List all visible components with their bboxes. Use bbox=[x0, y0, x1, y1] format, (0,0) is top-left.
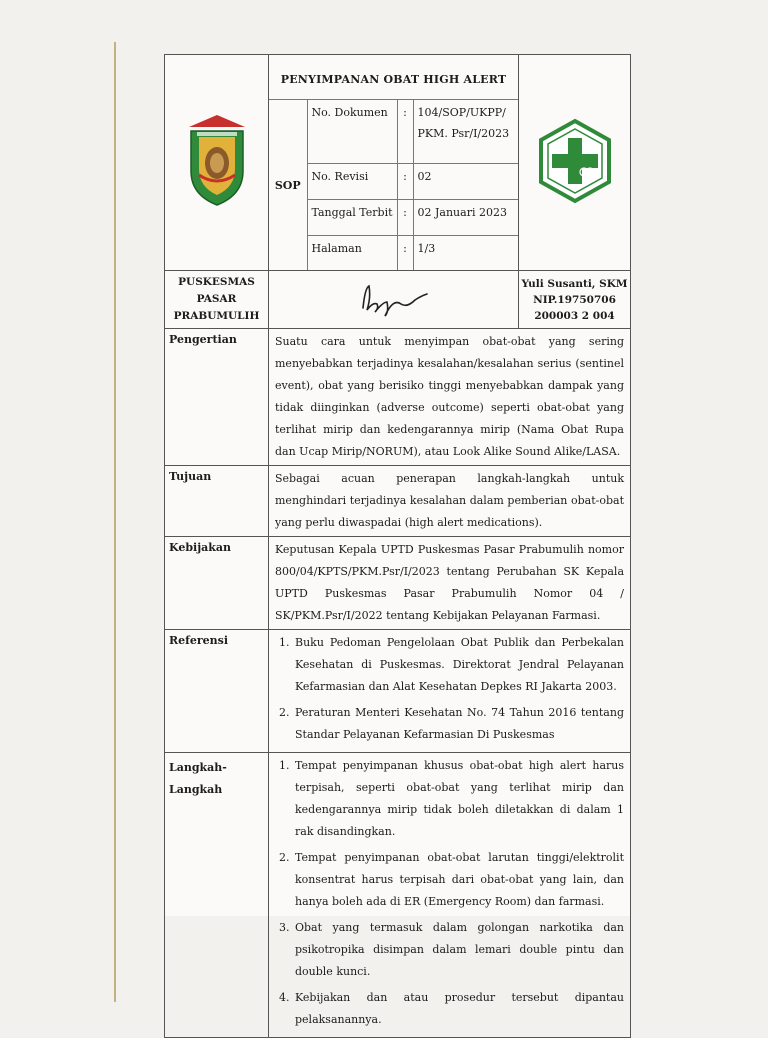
list-item: 1. Tempat penyimpanan khusus obat-obat high alert harus terpisah, seperti obat-obat yang terlihat mirip dan kedengarannya mirip tidak boleh diletakkan di dalam 1 rak disandingkan. bbox=[293, 755, 624, 843]
meta-sep: : bbox=[397, 164, 413, 200]
document-title: PENYIMPANAN OBAT HIGH ALERT bbox=[280, 73, 507, 86]
meta-sep: : bbox=[397, 199, 413, 235]
org-line-2: PASAR bbox=[196, 293, 237, 305]
meta-key-halaman: Halaman bbox=[307, 235, 397, 270]
section-text-pengertian: Suatu cara untuk menyimpan obat-obat yang sering menyebabkan terjadinya kesalahan/kesalahan serius (sentinel event), obat yang berisiko tinggi menyebabkan dampak yang tidak diinginkan (adverse outcome) seperti obat-obat yang terlihat mirip dan kedengarannya mirip (Nama Obat Rupa dan Ucap Mirip/NORUM), atau Look Alike Sound Alike/LASA. bbox=[269, 329, 631, 466]
section-text-tujuan: Sebagai acuan penerapan langkah-langkah untuk menghindari terjadinya kesalahan dalam pemberian obat-obat yang perlu diwaspadai (high alert medications). bbox=[269, 466, 631, 537]
puskesmas-logo-cell bbox=[519, 55, 631, 271]
organization-name bbox=[165, 271, 269, 329]
section-label-tujuan: Tujuan bbox=[165, 466, 269, 537]
meta-value-tanggal-terbit: 02 Januari 2023 bbox=[413, 199, 518, 235]
meta-table bbox=[269, 55, 518, 270]
list-item: 2. Peraturan Menteri Kesehatan No. 74 Tahun 2016 tentang Standar Pelayanan Kefarmasian Di Puskesmas bbox=[293, 702, 624, 746]
puskesmas-cross-logo-icon bbox=[535, 118, 615, 204]
title-meta-cell bbox=[269, 55, 519, 271]
list-item: 1. Buku Pedoman Pengelolaan Obat Publik dan Perbekalan Kesehatan di Puskesmas. Direktorat Jendral Pelayanan Kefarmasian dan Alat Kesehatan Depkes RI Jakarta 2003. bbox=[293, 632, 624, 698]
section-label-kebijakan: Kebijakan bbox=[165, 537, 269, 630]
meta-sep: : bbox=[397, 100, 413, 164]
signer-nip-2: 200003 2 004 bbox=[534, 309, 615, 322]
binder-margin-line bbox=[114, 42, 116, 1002]
sop-label: SOP bbox=[269, 100, 307, 271]
sop-document bbox=[164, 54, 630, 1026]
handwritten-signature bbox=[349, 278, 439, 318]
section-list-referensi bbox=[269, 630, 631, 753]
meta-sep: : bbox=[397, 235, 413, 270]
org-line-3: PRABUMULIH bbox=[173, 310, 260, 322]
org-line-1: PUSKESMAS bbox=[178, 276, 255, 288]
prabumulih-city-logo-icon bbox=[185, 113, 249, 209]
city-logo-cell bbox=[165, 55, 269, 271]
meta-key-no-dokumen: No. Dokumen bbox=[307, 100, 397, 164]
section-list-langkah bbox=[269, 753, 631, 1038]
section-label-pengertian: Pengertian bbox=[165, 329, 269, 466]
signer-nip: NIP.19750706 bbox=[533, 293, 616, 306]
meta-key-tanggal-terbit: Tanggal Terbit bbox=[307, 199, 397, 235]
signer-block bbox=[519, 271, 631, 329]
signature-cell bbox=[269, 271, 519, 329]
meta-value-halaman: 1/3 bbox=[413, 235, 518, 270]
meta-value-no-revisi: 02 bbox=[413, 164, 518, 200]
signer-name: Yuli Susanti, SKM bbox=[521, 277, 628, 290]
meta-key-no-revisi: No. Revisi bbox=[307, 164, 397, 200]
section-text-kebijakan: Keputusan Kepala UPTD Puskesmas Pasar Prabumulih nomor 800/04/KPTS/PKM.Psr/I/2023 tentang Perubahan SK Kepala UPTD Puskesmas Pasar Prabumulih Nomor 04 / SK/PKM.Psr/I/2022 tentang Kebijakan Pelayanan Farmasi. bbox=[269, 537, 631, 630]
meta-value-no-dokumen: 104/SOP/UKPP/ PKM. Psr/I/2023 bbox=[413, 100, 518, 164]
section-label-referensi: Referensi bbox=[165, 630, 269, 753]
list-item: 4. Kebijakan dan atau prosedur tersebut dipantau pelaksanannya. bbox=[293, 987, 624, 1031]
list-item: 3. Obat yang termasuk dalam golongan narkotika dan psikotropika disimpan dalam lemari double pintu dan double kunci. bbox=[293, 917, 624, 983]
sop-table bbox=[164, 54, 631, 1038]
list-item: 2. Tempat penyimpanan obat-obat larutan tinggi/elektrolit konsentrat harus terpisah dari obat-obat yang lain, dan hanya boleh ada di ER (Emergency Room) dan farmasi. bbox=[293, 847, 624, 913]
section-label-langkah: Langkah-Langkah bbox=[165, 753, 269, 1038]
